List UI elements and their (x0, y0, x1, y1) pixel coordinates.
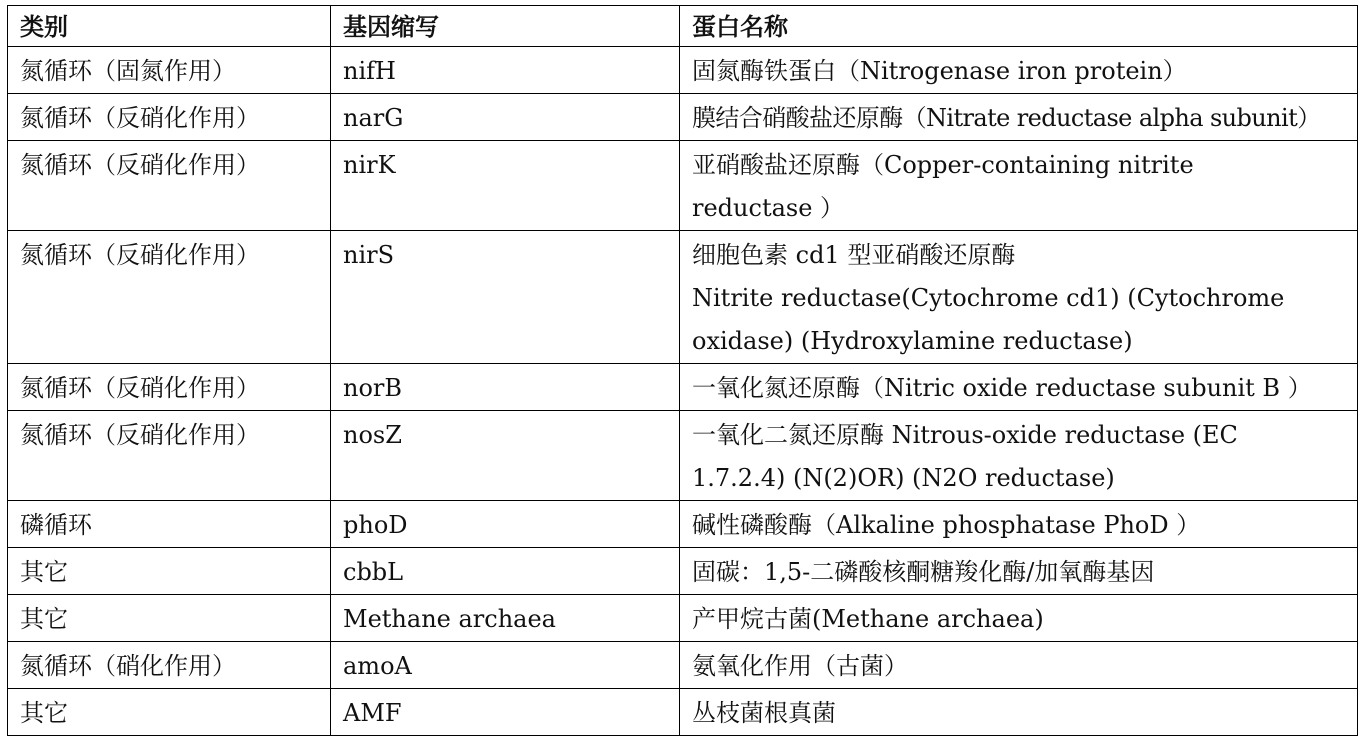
category-cell: 磷循环 (8, 501, 331, 548)
protein-line: 1.7.2.4) (N(2)OR) (N2O reductase) (692, 464, 1115, 492)
category-cell: 其它 (8, 548, 331, 595)
protein-cell (680, 141, 1358, 231)
header-row (8, 6, 1358, 47)
table-row (8, 548, 1358, 595)
table-row (8, 411, 1358, 501)
gene-cell: Methane archaea (331, 595, 680, 642)
table-row (8, 364, 1358, 411)
gene-cell: nirK (331, 141, 680, 231)
protein-line: oxidase) (Hydroxylamine reductase) (692, 327, 1133, 355)
protein-cell (680, 231, 1358, 364)
category-cell: 氮循环（反硝化作用） (8, 364, 331, 411)
table-row (8, 501, 1358, 548)
gene-cell: narG (331, 94, 680, 141)
protein-cell (680, 642, 1358, 689)
gene-table (7, 5, 1358, 736)
header-category: 类别 (8, 6, 331, 47)
table-row (8, 94, 1358, 141)
protein-line: 膜结合硝酸盐还原酶（Nitrate reductase alpha subunit） (692, 104, 1321, 132)
table-body (8, 47, 1358, 736)
gene-cell: nosZ (331, 411, 680, 501)
protein-line: 碱性磷酸酶（Alkaline phosphatase PhoD ） (692, 511, 1201, 539)
protein-cell (680, 364, 1358, 411)
gene-cell: phoD (331, 501, 680, 548)
protein-cell (680, 501, 1358, 548)
category-cell: 氮循环（反硝化作用） (8, 231, 331, 364)
category-cell: 氮循环（固氮作用） (8, 47, 331, 94)
protein-line: 产甲烷古菌(Methane archaea) (692, 605, 1044, 633)
category-cell: 氮循环（反硝化作用） (8, 94, 331, 141)
table-row (8, 595, 1358, 642)
category-cell: 氮循环（反硝化作用） (8, 141, 331, 231)
protein-cell (680, 548, 1358, 595)
protein-line: 固氮酶铁蛋白（Nitrogenase iron protein） (692, 57, 1187, 85)
category-cell: 其它 (8, 595, 331, 642)
gene-cell: cbbL (331, 548, 680, 595)
table-row (8, 642, 1358, 689)
table-row (8, 231, 1358, 364)
category-cell: 其它 (8, 689, 331, 736)
protein-cell (680, 94, 1358, 141)
gene-cell: nirS (331, 231, 680, 364)
protein-line: 一氧化氮还原酶（Nitric oxide reductase subunit B ） (692, 374, 1312, 402)
table-header (8, 6, 1358, 47)
gene-cell: AMF (331, 689, 680, 736)
protein-line: 氨氧化作用（古菌） (692, 652, 908, 680)
category-cell: 氮循环（反硝化作用） (8, 411, 331, 501)
table-row (8, 141, 1358, 231)
protein-line: 细胞色素 cd1 型亚硝酸还原酶 (692, 241, 1016, 269)
header-protein-name: 蛋白名称 (680, 6, 1358, 47)
gene-cell: norB (331, 364, 680, 411)
gene-cell: nifH (331, 47, 680, 94)
protein-line: Nitrite reductase(Cytochrome cd1) (Cytochrome (692, 284, 1285, 312)
protein-line: 丛枝菌根真菌 (692, 699, 836, 727)
protein-cell (680, 689, 1358, 736)
gene-cell: amoA (331, 642, 680, 689)
protein-cell (680, 47, 1358, 94)
header-gene-abbreviation: 基因缩写 (331, 6, 680, 47)
protein-cell (680, 411, 1358, 501)
protein-line: reductase ） (692, 194, 845, 222)
protein-line: 固碳：1,5-二磷酸核酮糖羧化酶/加氧酶基因 (692, 558, 1155, 586)
protein-cell (680, 595, 1358, 642)
table-row (8, 47, 1358, 94)
table-row (8, 689, 1358, 736)
category-cell: 氮循环（硝化作用） (8, 642, 331, 689)
protein-line: 一氧化二氮还原酶 Nitrous-oxide reductase (EC (692, 421, 1238, 449)
protein-line: 亚硝酸盐还原酶（Copper-containing nitrite (692, 151, 1194, 179)
